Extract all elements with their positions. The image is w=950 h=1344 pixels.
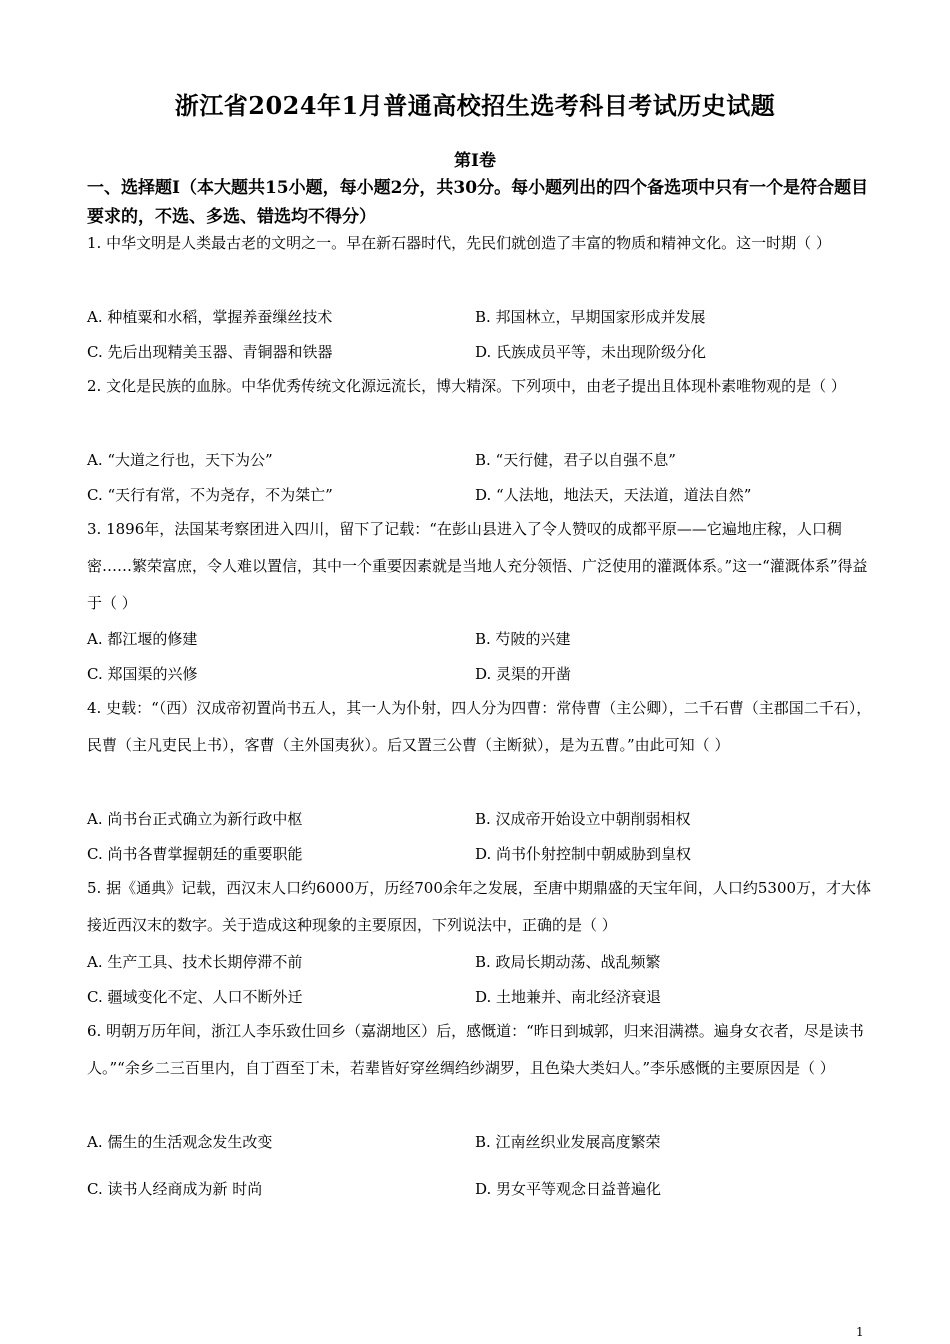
exam-title: 浙江省2024年1月普通高校招生选考科目考试历史试题 bbox=[174, 91, 776, 120]
question-6-option-b: B. 江南丝织业发展高度繁荣 bbox=[475, 1133, 661, 1151]
question-1-option-d: D. 氏族成员平等，未出现阶级分化 bbox=[475, 343, 707, 361]
question-1-option-a: A. 种植粟和水稻，掌握养蚕缫丝技术 bbox=[87, 308, 333, 326]
question-3-option-a: A. 都江堰的修建 bbox=[87, 630, 198, 648]
question-4-option-b: B. 汉成帝开始设立中朝削弱相权 bbox=[475, 810, 691, 828]
question-6-option-d: D. 男女平等观念日益普遍化 bbox=[475, 1180, 662, 1198]
question-6-option-a: A. 儒生的生活观念发生改变 bbox=[87, 1133, 273, 1151]
question-3-option-c: C. 郑国渠的兴修 bbox=[87, 665, 198, 683]
question-6-stem: 6. 明朝万历年间，浙江人李乐致仕回乡（嘉湖地区）后，感慨道：“昨日到城郭，归来泪满襟。遍身女衣者，尽是读书人。”“余乡二三百里内，自丁酉至丁未，若辈皆好穿丝绸绉纱湖罗，且色染大类妇人。”李乐感慨的主要原因是（ ） bbox=[87, 1022, 864, 1077]
section-heading: 一、选择题Ⅰ（本大题共15小题，每小题2分，共30分。每小题列出的四个备选项中只有一个是符合题目要求的，不选、多选、错选均不得分） bbox=[87, 178, 869, 227]
question-4-option-d: D. 尚书仆射控制中朝威胁到皇权 bbox=[475, 845, 692, 863]
question-5-option-a: A. 生产工具、技术长期停滞不前 bbox=[87, 953, 303, 971]
question-5-option-b: B. 政局长期动荡、战乱频繁 bbox=[475, 953, 661, 971]
question-5-stem: 5. 据《通典》记载，西汉末人口约6000万，历经700余年之发展，至唐中期鼎盛的天宝年间，人口约5300万，才大体接近西汉末的数字。关于造成这种现象的主要原因，下列说法中，正确的是（ ） bbox=[87, 879, 872, 934]
question-2-option-a: A. “大道之行也，天下为公” bbox=[87, 451, 273, 469]
question-4-option-c: C. 尚书各曹掌握朝廷的重要职能 bbox=[87, 845, 303, 863]
question-5-option-c: C. 疆域变化不定、人口不断外迁 bbox=[87, 988, 303, 1006]
volume-heading: 第Ⅰ卷 bbox=[454, 151, 496, 171]
question-3-stem: 3. 1896年，法国某考察团进入四川，留下了记载：“在彭山县进入了令人赞叹的成都平原——它遍地庄稼，人口稠密……繁荣富庶，令人难以置信，其中一个重要因素就是当地人充分领悟、广泛使用的灌溉体系。”这一“灌溉体系”得益于（ ） bbox=[87, 520, 868, 612]
question-6-option-c: C. 读书人经商成为新 时尚 bbox=[87, 1180, 263, 1198]
question-1-option-c: C. 先后出现精美玉器、青铜器和铁器 bbox=[87, 343, 333, 361]
question-3-option-b: B. 芍陂的兴建 bbox=[475, 630, 571, 648]
question-2-option-d: D. “人法地，地法天，天法道，道法自然” bbox=[475, 486, 752, 504]
question-1-option-b: B. 邦国林立，早期国家形成并发展 bbox=[475, 308, 706, 326]
page-number: 1 bbox=[856, 1325, 864, 1339]
question-2-option-c: C. “天行有常，不为尧存，不为桀亡” bbox=[87, 486, 333, 504]
question-1-stem: 1. 中华文明是人类最古老的文明之一。早在新石器时代，先民们就创造了丰富的物质和精神文化。这一时期（ ） bbox=[87, 234, 831, 252]
question-4-stem: 4. 史载：“（西）汉成帝初置尚书五人，其一人为仆射，四人分为四曹：常侍曹（主公卿），二千石曹（主郡国二千石），民曹（主凡吏民上书），客曹（主外国夷狄）。后又置三公曹（主断狱），是为五曹。”由此可知（ ） bbox=[87, 699, 872, 754]
question-3-option-d: D. 灵渠的开凿 bbox=[475, 665, 572, 683]
question-2-stem: 2. 文化是民族的血脉。中华优秀传统文化源远流长，博大精深。下列项中，由老子提出且体现朴素唯物观的是（ ） bbox=[87, 377, 846, 395]
question-2-option-b: B. “天行健，君子以自强不息” bbox=[475, 451, 676, 469]
question-4-option-a: A. 尚书台正式确立为新行政中枢 bbox=[87, 810, 303, 828]
question-5-option-d: D. 土地兼并、南北经济衰退 bbox=[475, 988, 662, 1006]
